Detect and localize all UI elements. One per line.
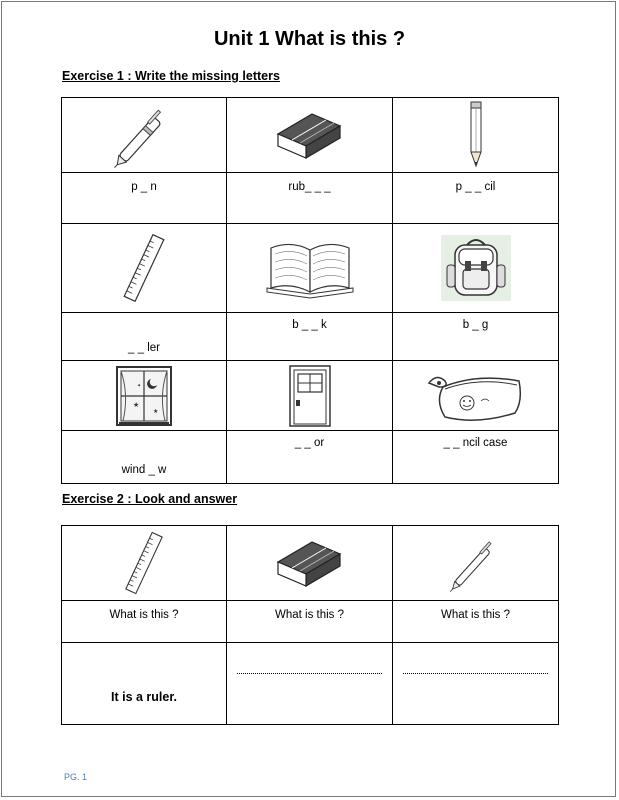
exercise-1-heading: Exercise 1 : Write the missing letters bbox=[62, 69, 280, 83]
ruler-icon bbox=[114, 232, 174, 304]
missing-letters-word: _ _ or bbox=[294, 437, 325, 449]
page-title: Unit 1 What is this ? bbox=[213, 28, 406, 50]
question-text: What is this ? bbox=[109, 609, 179, 621]
svg-text:✦: ✦ bbox=[137, 382, 142, 389]
missing-letters-word: wind _ w bbox=[121, 464, 167, 476]
eraser-icon bbox=[270, 532, 350, 594]
missing-letters-word: rub_ _ _ bbox=[288, 181, 331, 193]
word-cell bbox=[393, 173, 559, 224]
picture-cell-pencil bbox=[393, 98, 559, 173]
word-cell bbox=[62, 431, 227, 484]
missing-letters-word: _ _ ncil case bbox=[443, 437, 508, 449]
missing-letters-word: b _ _ k bbox=[292, 319, 327, 331]
ruler-icon bbox=[116, 530, 172, 596]
pencil-case-icon bbox=[427, 365, 525, 427]
picture-cell-pencil-case bbox=[393, 361, 559, 431]
picture-cell-door bbox=[227, 361, 393, 431]
door-icon bbox=[286, 364, 334, 428]
question-cell bbox=[62, 601, 227, 643]
word-cell bbox=[393, 313, 559, 361]
question-text: What is this ? bbox=[440, 609, 511, 621]
answer-dotted-line[interactable] bbox=[403, 673, 548, 674]
word-cell bbox=[227, 431, 393, 484]
exercise-2-heading: Exercise 2 : Look and answer bbox=[62, 492, 238, 506]
pen-icon bbox=[104, 99, 184, 171]
picture-cell-eraser bbox=[227, 526, 393, 601]
word-cell bbox=[227, 313, 393, 361]
answer-text: It is a ruler. bbox=[110, 690, 177, 704]
question-text: What is this ? bbox=[274, 609, 345, 621]
window-icon bbox=[115, 365, 173, 427]
answer-cell[interactable] bbox=[393, 643, 559, 725]
missing-letters-word: _ _ ler bbox=[128, 342, 160, 354]
exercise-2-table bbox=[61, 525, 559, 725]
word-cell bbox=[227, 173, 393, 224]
missing-letters-word: p _ _ cil bbox=[455, 181, 496, 193]
picture-cell-ruler bbox=[62, 224, 227, 313]
schoolbag-icon bbox=[441, 235, 511, 301]
pencil-icon bbox=[466, 100, 486, 170]
word-cell bbox=[393, 431, 559, 484]
picture-cell-pen bbox=[393, 526, 559, 601]
picture-cell-schoolbag bbox=[393, 224, 559, 313]
svg-text:★: ★ bbox=[153, 407, 159, 415]
answer-cell[interactable] bbox=[227, 643, 393, 725]
picture-cell-book bbox=[227, 224, 393, 313]
word-cell bbox=[62, 173, 227, 224]
pen-icon bbox=[441, 531, 511, 595]
page-number: PG. 1 bbox=[64, 772, 88, 782]
eraser-icon bbox=[270, 104, 350, 166]
word-cell bbox=[62, 313, 227, 361]
book-icon bbox=[263, 236, 357, 300]
picture-cell-window bbox=[62, 361, 227, 431]
picture-cell-pen bbox=[62, 98, 227, 173]
missing-letters-word: b _ g bbox=[462, 319, 489, 331]
picture-cell-ruler bbox=[62, 526, 227, 601]
svg-text:★: ★ bbox=[133, 400, 140, 409]
missing-letters-word: p _ n bbox=[131, 181, 157, 193]
answer-cell bbox=[62, 643, 227, 725]
question-cell bbox=[393, 601, 559, 643]
question-cell bbox=[227, 601, 393, 643]
answer-dotted-line[interactable] bbox=[237, 673, 382, 674]
picture-cell-eraser bbox=[227, 98, 393, 173]
exercise-1-table bbox=[61, 97, 559, 484]
